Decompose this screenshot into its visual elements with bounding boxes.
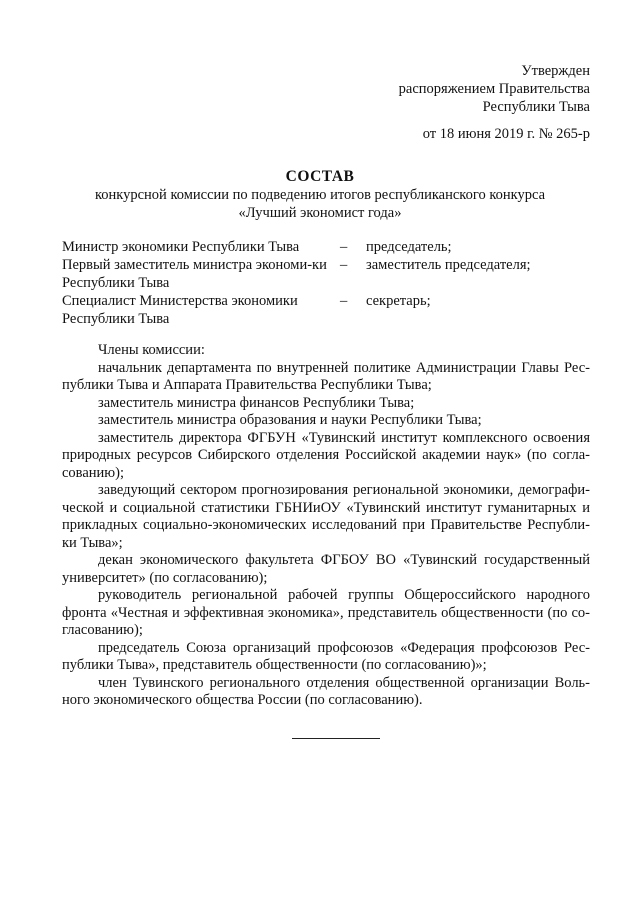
role-dash: –: [340, 239, 348, 255]
role-title: заместитель председателя;: [366, 257, 531, 273]
member-item: заместитель министра образования и науки Республики Тыва;: [98, 412, 482, 428]
approval-line: распоряжением Правительства: [398, 81, 590, 97]
member-item: заместитель директора ФГБУН «Тувинский институт комплексного освоения природных ресурсов Сибирского отделения Российской академии наук» (по согла-сованию);: [62, 429, 590, 481]
approval-line: Утвержден: [521, 63, 590, 79]
role-row: [62, 256, 602, 292]
member-item: начальник департамента по внутренней политике Администрации Главы Рес-публики Тыва и Аппарата Правительства Республики Тыва;: [62, 359, 590, 393]
role-row: [62, 292, 602, 328]
member-item: руководитель региональной рабочей группы Общероссийского народного фронта «Честная и эффективная экономика», представитель общественности (по со-гласованию);: [62, 587, 590, 638]
member-item: заведующий сектором прогнозирования региональной экономики, демографи-ческой и социальной статистики ГБНИиОУ «Тувинский институт гуманитарных и прикладных социально-экономических исследований при Правительстве Республи-ки Тыва»;: [62, 482, 590, 551]
role-dash: –: [340, 293, 348, 309]
member-item: член Тувинского регионального отделения общественной организации Воль-ного экономического общества России (по согласованию).: [62, 674, 590, 708]
member-item: председатель Союза организаций профсоюзов «Федерация профсоюзов Рес-публики Тыва», представитель общественности (по согласованию)»;: [62, 639, 590, 673]
role-title: секретарь;: [366, 293, 431, 309]
role-holder: Специалист Министерства экономики Республики Тыва: [62, 293, 298, 327]
members-list: [62, 342, 590, 710]
approval-date: от 18 июня 2019 г. № 265-р: [422, 126, 590, 142]
role-title: председатель;: [366, 239, 452, 255]
closing-divider: [292, 738, 380, 739]
member-item: заместитель министра финансов Республики Тыва;: [98, 394, 415, 411]
role-row: [62, 238, 602, 256]
members-heading: Члены комиссии:: [98, 342, 205, 358]
role-dash: –: [340, 257, 348, 273]
document-title: СОСТАВ: [285, 168, 355, 185]
role-holder: Министр экономики Республики Тыва: [62, 239, 300, 255]
approval-block: [360, 62, 590, 116]
member-item: декан экономического факультета ФГБОУ ВО «Тувинский государственный университет» (по согласованию);: [62, 552, 590, 586]
roles-list: [62, 238, 602, 328]
document-subtitle: конкурсной комиссии по подведению итогов республиканского конкурса «Лучший экономист года»: [94, 187, 546, 221]
role-holder: Первый заместитель министра экономи-ки Республики Тыва: [62, 257, 327, 291]
approval-line: Республики Тыва: [482, 99, 590, 115]
